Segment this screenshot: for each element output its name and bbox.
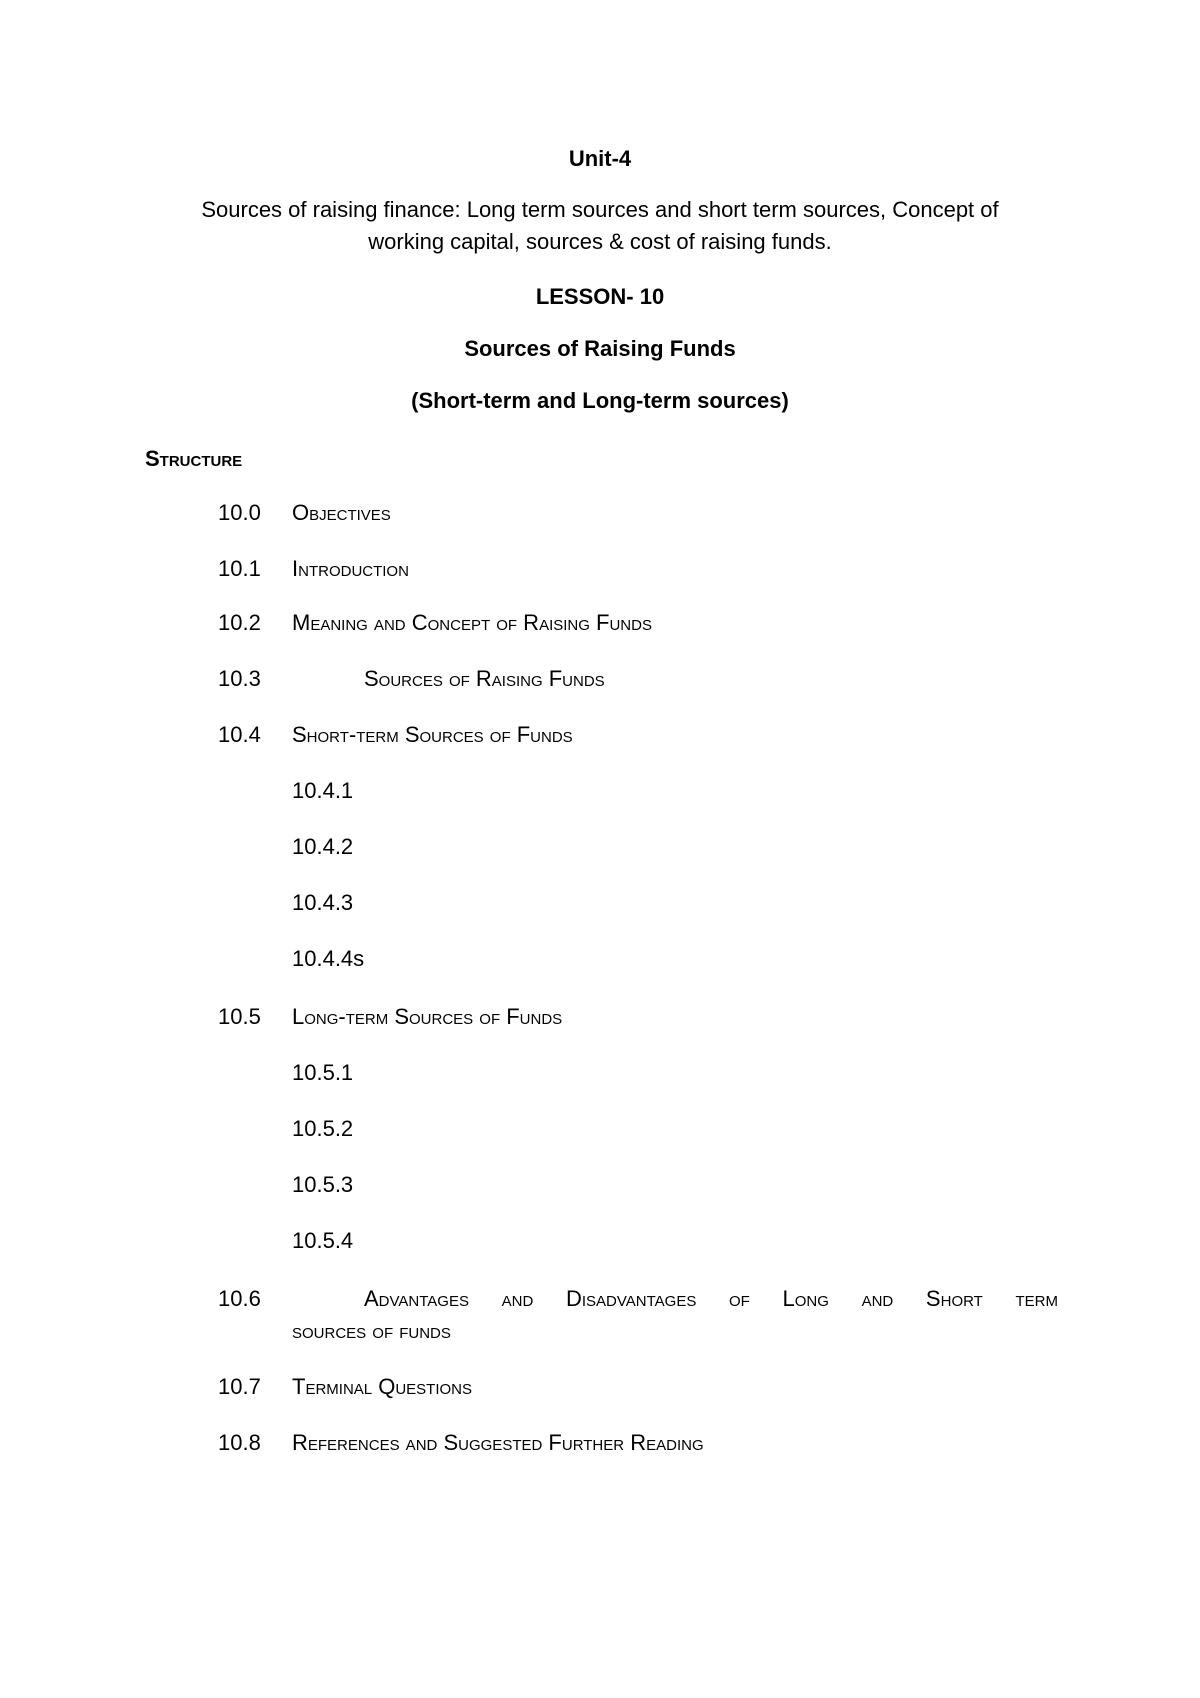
toc-label: Objectives <box>292 500 391 525</box>
toc-number: 10.1 <box>218 556 261 581</box>
toc-label: Sources of Raising Funds <box>364 666 605 691</box>
toc-label: Introduction <box>292 556 409 581</box>
toc-sub-number: 10.5.3 <box>292 1172 354 1197</box>
toc-label: Short-term Sources of Funds <box>292 722 573 747</box>
syllabus-line-2: working capital, sources & cost of raising funds. <box>368 229 832 254</box>
toc-sub-number: 10.4.2 <box>292 834 354 859</box>
toc-number: 10.7 <box>218 1374 261 1399</box>
toc-sub-number: 10.5.4 <box>292 1228 354 1253</box>
toc-label: Terminal Questions <box>292 1374 473 1399</box>
lesson-title: Sources of Raising Funds <box>464 336 736 361</box>
toc-sub-number: 10.4.1 <box>292 778 354 803</box>
lesson-subtitle: (Short-term and Long-term sources) <box>411 388 789 413</box>
toc-label-line-2: sources of funds <box>292 1318 451 1343</box>
toc-label: Long-term Sources of Funds <box>292 1004 563 1029</box>
toc-number: 10.2 <box>218 610 261 635</box>
toc-number: 10.6 <box>218 1286 261 1311</box>
toc-number: 10.4 <box>218 722 261 747</box>
toc-sub-number: 10.5.1 <box>292 1060 354 1085</box>
toc-number: 10.5 <box>218 1004 261 1029</box>
toc-number: 10.8 <box>218 1430 261 1455</box>
toc-sub-number: 10.4.4s <box>292 946 365 971</box>
toc-label: Meaning and Concept of Raising Funds <box>292 610 652 635</box>
toc-sub-number: 10.5.2 <box>292 1116 354 1141</box>
unit-heading: Unit-4 <box>568 146 632 171</box>
toc-number: 10.0 <box>218 500 261 525</box>
toc-label: References and Suggested Further Reading <box>292 1430 704 1455</box>
syllabus-line-1: Sources of raising finance: Long term sources and short term sources, Concept of <box>201 197 999 222</box>
lesson-heading: LESSON- 10 <box>535 284 665 309</box>
toc-label-line-1: Advantages and Disadvantages of Long and Short term <box>364 1286 1058 1311</box>
structure-heading: Structure <box>145 446 243 471</box>
toc-number: 10.3 <box>218 666 261 691</box>
toc-sub-number: 10.4.3 <box>292 890 354 915</box>
